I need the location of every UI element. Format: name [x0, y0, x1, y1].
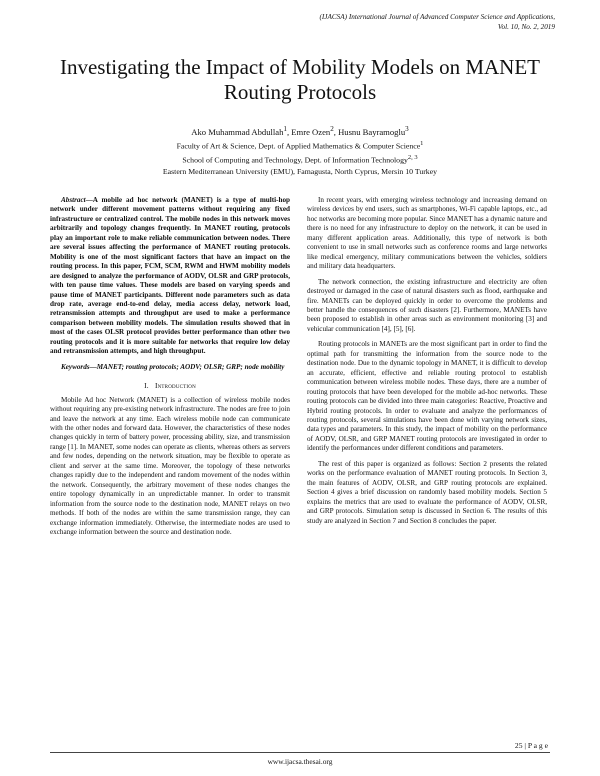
author-list: [40, 124, 560, 138]
author-affil-mark: 1: [283, 125, 287, 133]
affiliations: [40, 138, 560, 177]
author-name: Husnu Bayramoglu: [338, 126, 406, 137]
author-separator: ,: [287, 126, 292, 137]
keywords-text: —MANET; routing protocols; AODV; OLSR; GRP; node mobility: [89, 362, 285, 371]
body-paragraph: In recent years, with emerging wireless technology and increasing demand on wireless devices by end users, such as smartphones, Wi-Fi capable laptops, etc., ad hoc networks are becoming more popular. Since MANET has a dynamic nature and there is no need for any infrastructure to deploy on the network, it can be used in many different application areas. Additionally, this type of network is both convenient to use in small networks such as conference rooms and large networks like medical emergency, military communications between the vehicles, soldiers and military data headquarters.: [307, 196, 547, 271]
author-separator: ,: [333, 126, 339, 137]
keywords: [50, 363, 290, 372]
affiliation-line: Eastern Mediterranean University (EMU), Famagusta, North Cyprus, Mersin 10 Turkey: [162, 166, 438, 176]
body-paragraph: The rest of this paper is organized as follows: Section 2 presents the related works on the performance evaluation of MANET routing protocols. In Section 3, the main features of AODV, OLSR, and GRP routing protocols are explained. Section 4 gives a brief discussion on randomly based mobility models. Section 5 explains the metrics that are used to evaluate the performance of AODV, OLSR, and GRP protocols. Simulation setup is discussed in Section 6. The results of this study are analyzed in Section 7 and Section 8 concludes the paper.: [307, 459, 547, 525]
body-paragraph: Mobile Ad hoc Network (MANET) is a collection of wireless mobile nodes without requiring any pre-existing network infrastructure. The nodes are free to join and leave the network at any time. Each wireless mobile node can communicate with the other nodes and forward data. However, the characteristics of these nodes changes quickly in term of battery power, processing ability, size, and transmission range [1]. In MANET, some nodes can operate as clients, whereas others as servers and few nodes, depending on the network situation, may be flexible to operate as client and server at the same time. Moreover, the topology of these networks changes rapidly due to the independent and random movement of the nodes within the network. Consequently, the arbitrary movement of these nodes changes the entire topology dynamically in an unpredictable manner. In order to transmit information from the source node to the destination node, MANET relays on two methods. If both of the nodes are within the same transmission range, they can exchange information immediately. Otherwise, the intermediate nodes are used to exchange information between the source and destination node.: [50, 395, 290, 536]
section-heading: [50, 381, 290, 390]
footer-divider: [50, 752, 550, 753]
affiliation-line: Faculty of Art & Science, Dept. of Applied Mathematics & Computer Science$^1$: [176, 140, 424, 151]
journal-name: (IJACSA) International Journal of Advanced Computer Science and Applications,: [319, 13, 555, 21]
body-paragraph: Routing protocols in MANETs are the most significant part in order to find the optimal path for transmitting the information from the source node to the destination node. Due to the dynamic topology in MANET, it is difficult to develop an accurate, efficient, effective and reliable routing protocol to establish communication between wireless mobile nodes. These days, there are a number of routing protocols that have been developed for the mobile ad-hoc networks. These routing protocols can be divided into three main categories: Reactive, Proactive and Hybrid routing protocols. In order to evaluate and analyze the performances of routing protocols, several simulations have been done with varying network sizes, data types and parameters. In this study, the impact of mobility on the performance of AODV, OLSR, and GRP MANET routing protocols are investigated in order to identify the performances under different conditions and parameters.: [307, 340, 547, 453]
paper-title: Investigating the Impact of Mobility Models on MANET Routing Protocols: [59, 55, 541, 104]
abstract-text: —A mobile ad hoc network (MANET) is a type of multi-hop network under different movement patterns without requiring any fixed infrastructure or centralized control. The mobile nodes in this network moves arbitrarily and topology changes frequently. In MANET routing, protocols play an important role to make reliable communication between nodes. There are several issues affecting the performance of MANET routing protocols. Mobility is one of the most significant factors that have an impact on the routing process. In this paper, FCM, SCM, RWM and HWM mobility models are designed to analyze the performance of AODV, OLSR and GRP protocols, with ten pause time values. These models are based on varying speeds and pause time of MANET participants. Different node parameters such as data drop rate, average end-to-end delay, media access delay, network load, retransmission attempts and throughput are used to make a performance comparison between mobility models. The simulation results showed that in most of the cases OLSR protocol provides better performance than other two routing protocols and it is more suitable for networks that require low delay and retransmission attempts, and high throughput.: [50, 196, 290, 356]
left-column: [50, 196, 290, 543]
journal-header: [215, 13, 555, 32]
journal-volume: Vol. 10, No. 2, 2019: [497, 22, 555, 31]
author-affil-mark: 3: [405, 125, 409, 133]
section-number: I.: [144, 381, 149, 391]
affiliation-line: School of Computing and Technology, Dept. of Information Technology$^{2, 3}$: [182, 153, 418, 165]
keywords-label: Keywords: [61, 362, 90, 371]
abstract: [50, 196, 290, 357]
right-column: [307, 196, 547, 532]
page-number: 25 | P a g e: [514, 741, 548, 750]
author-affil-mark: 2: [330, 125, 334, 133]
footer-url: www.ijacsa.thesai.org: [267, 757, 333, 766]
author-name: Emre Ozen: [291, 126, 331, 137]
body-paragraph: The network connection, the existing infrastructure and electricity are often destroyed or damaged in the case of natural disasters such as flood, earthquake and fire. MANETs can be deployed quickly in order to overcome the problems and better handle the consequences of such disasters [2]. Furthermore, MANETs have been proposed to establish in other areas such as environment monitoring [3] and vehicular communication [4], [5], [6].: [307, 277, 547, 333]
abstract-label: Abstract: [61, 196, 86, 204]
author-name: Ako Muhammad Abdullah: [191, 126, 284, 137]
section-title: Introduction: [154, 381, 196, 391]
